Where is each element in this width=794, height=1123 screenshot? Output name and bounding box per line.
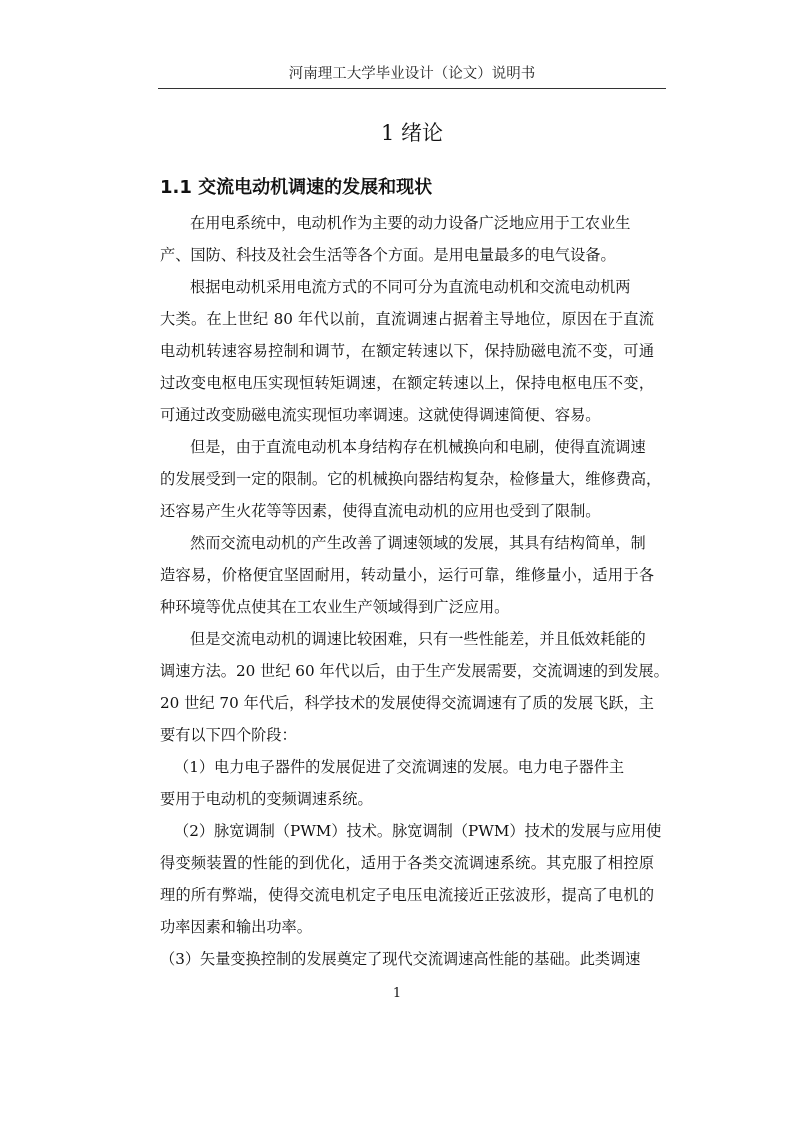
body-line: （3）矢量变换控制的发展奠定了现代交流调速高性能的基础。此类调速 (160, 950, 641, 968)
running-header: 河南理工大学毕业设计（论文）说明书 (288, 66, 536, 82)
header-rule (158, 88, 666, 89)
body-line: 种环境等优点使其在工农业生产领域得到广泛应用。 (160, 598, 510, 616)
body-line: 还容易产生火花等等因素，使得直流电动机的应用也受到了限制。 (160, 502, 601, 520)
body-line: 理的所有弊端，使得交流电机定子电压电流接近正弦波形，提高了电机的 (160, 886, 654, 904)
body-line: 根据电动机采用电流方式的不同可分为直流电动机和交流电动机两 (190, 278, 631, 296)
chapter-title: 1 绪论 (380, 121, 444, 145)
body-line: 但是，由于直流电动机本身结构存在机械换向和电刷，使得直流调速 (190, 438, 646, 456)
body-line: 大类。在上世纪 80 年代以前，直流调速占据着主导地位，原因在于直流 (160, 310, 654, 328)
body-line: 20 世纪 70 年代后，科学技术的发展使得交流调速有了质的发展飞跃，主 (160, 694, 654, 712)
body-line: 功率因素和输出功率。 (160, 918, 312, 936)
body-line: 然而交流电动机的产生改善了调速领域的发展，其具有结构简单，制 (190, 534, 646, 552)
body-line: 调速方法。20 世纪 60 年代以后，由于生产发展需要，交流调速的到发展。 (160, 662, 669, 680)
body-line: 电动机转速容易控制和调节，在额定转速以下，保持励磁电流不变，可通 (160, 342, 654, 360)
body-line: 造容易，价格便宜坚固耐用，转动量小，运行可靠，维修量小，适用于各 (160, 566, 654, 584)
body-line: 但是交流电动机的调速比较困难，只有一些性能差，并且低效耗能的 (190, 630, 646, 648)
body-line: 要有以下四个阶段： (160, 726, 297, 744)
body-line: 可通过改变励磁电流实现恒功率调速。这就使得调速简便、容易。 (160, 406, 601, 424)
page-number: 1 (392, 986, 402, 1001)
body-line: 要用于电动机的变频调速系统。 (160, 790, 373, 808)
body-line: 产、国防、科技及社会生活等各个方面。是用电量最多的电气设备。 (160, 246, 616, 264)
body-line: 的发展受到一定的限制。它的机械换向器结构复杂，检修量大，维修费高， (160, 470, 662, 488)
body-line: 得变频装置的性能的到优化，适用于各类交流调速系统。其克服了相控原 (160, 854, 654, 872)
body-line: 过改变电枢电压实现恒转矩调速，在额定转速以上，保持电枢电压不变， (160, 374, 654, 392)
body-line: 在用电系统中，电动机作为主要的动力设备广泛地应用于工农业生 (190, 214, 631, 232)
body-line: （1）电力电子器件的发展促进了交流调速的发展。电力电子器件主 (174, 758, 625, 776)
body-line: （2）脉宽调制（PWM）技术。脉宽调制（PWM）技术的发展与应用使 (174, 822, 662, 840)
section-title: 1.1 交流电动机调速的发展和现状 (160, 177, 433, 198)
